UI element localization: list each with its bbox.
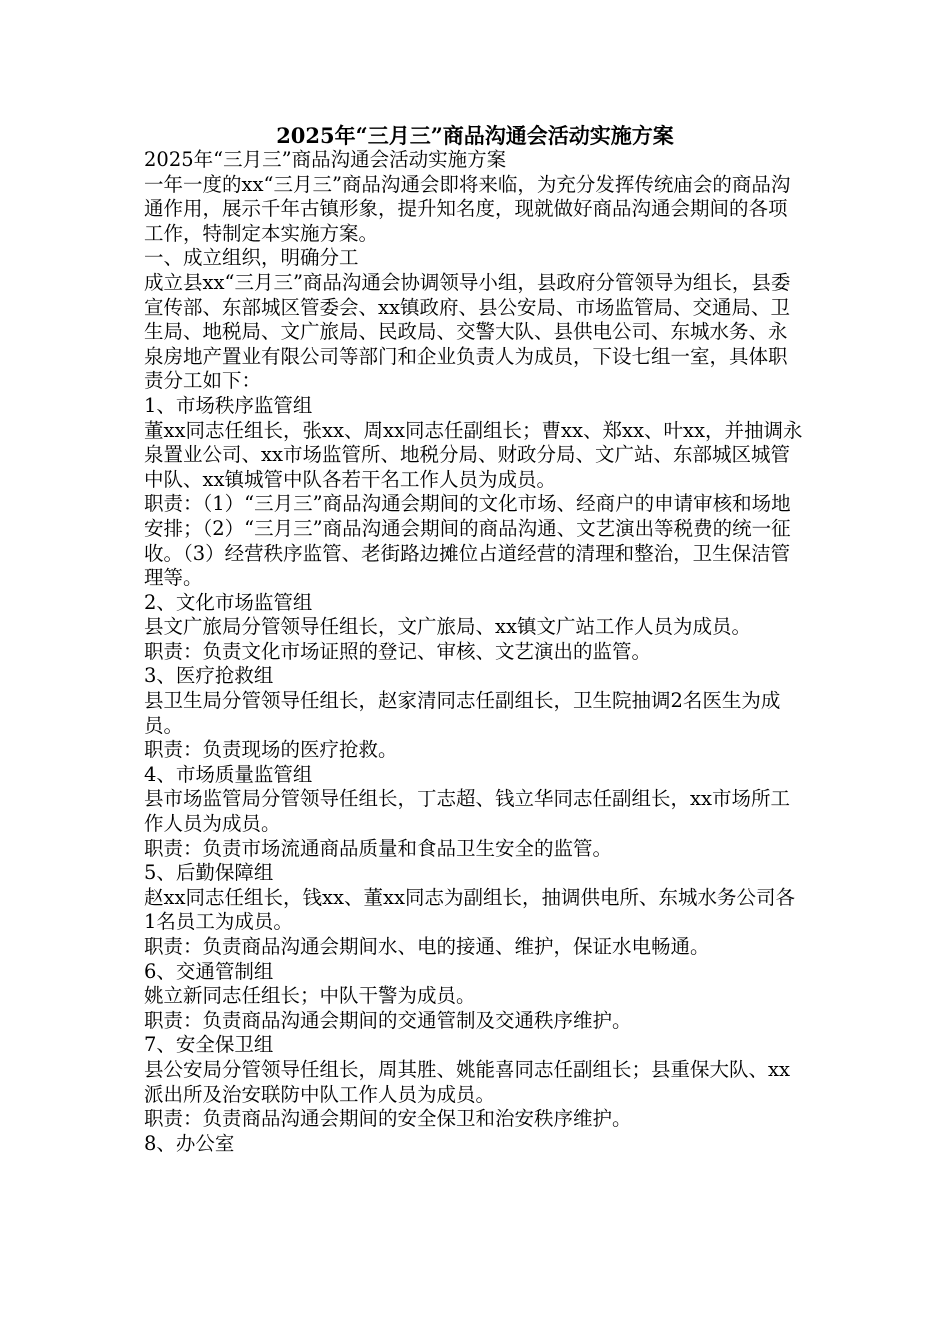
- paragraph: 董xx同志任组长，张xx、周xx同志任副组长；曹xx、郑xx、叶xx，并抽调永泉置业公司、xx市场监管所、地税分局、财政分局、文广站、东部城区城管中队、xx镇城管中队各若干名工作人员为成员。: [144, 418, 803, 491]
- subsection-heading: 4、市场质量监管组: [144, 762, 313, 786]
- paragraph: 县卫生局分管领导任组长，赵家清同志任副组长，卫生院抽调2名医生为成员。: [144, 689, 781, 737]
- section-heading: 一、成立组织，明确分工: [144, 246, 359, 270]
- paragraph: 赵xx同志任组长，钱xx、董xx同志为副组长，抽调供电所、东城水务公司各1名员工为成员。: [144, 885, 795, 934]
- paragraph: 职责：负责商品沟通会期间水、电的接通、维护，保证水电畅通。: [144, 935, 710, 958]
- paragraph: 成立县xx“三月三”商品沟通会协调领导小组，县政府分管领导为组长，县委宣传部、东部城区管委会、xx镇政府、县公安局、市场监管局、交通局、卫生局、地税局、文广旅局、民政局、交警大队、县供电公司、东城水务、永泉房地产置业有限公司等部门和企业负责人为成员，下设七组一室，具体职责分工如下：: [144, 270, 791, 393]
- paragraph: 职责：负责商品沟通会期间的安全保卫和治安秩序维护。: [144, 1107, 632, 1131]
- paragraph: 职责：负责市场流通商品质量和食品卫生安全的监管。: [144, 836, 613, 860]
- subsection-heading: 8、办公室: [144, 1131, 235, 1155]
- paragraph: 县文广旅局分管领导任组长，文广旅局、xx镇文广站工作人员为成员。: [144, 615, 751, 639]
- paragraph: 县公安局分管领导任组长，周其胜、姚能喜同志任副组长；县重保大队、xx派出所及治安联防中队工作人员为成员。: [144, 1057, 790, 1106]
- paragraph: 职责：负责商品沟通会期间的交通管制及交通秩序维护。: [144, 1008, 632, 1032]
- paragraph: 姚立新同志任组长；中队干警为成员。: [144, 984, 476, 1008]
- subsection-heading: 3、医疗抢救组: [144, 664, 274, 688]
- document-body: [144, 148, 804, 1156]
- paragraph: 职责：负责现场的医疗抢救。: [144, 738, 398, 762]
- paragraph: 县市场监管局分管领导任组长，丁志超、钱立华同志任副组长，xx市场所工作人员为成员。: [144, 787, 790, 836]
- paragraph: 一年一度的xx“三月三”商品沟通会即将来临，为充分发挥传统庙会的商品沟通作用，展示千年古镇形象，提升知名度，现就做好商品沟通会期间的各项工作，特制定本实施方案。: [144, 172, 791, 245]
- document-title: 2025年“三月三”商品沟通会活动实施方案: [276, 123, 674, 148]
- paragraph: 职责：负责文化市场证照的登记、审核、文艺演出的监管。: [144, 639, 652, 663]
- subsection-heading: 5、后勤保障组: [144, 861, 274, 885]
- paragraph: 职责：（1）“三月三”商品沟通会期间的文化市场、经商户的申请审核和场地安排；（2）“三月三”商品沟通会期间的商品沟通、文艺演出等税费的统一征收。（3）经营秩序监管、老街路边摊位占道经营的清理和整治，卫生保洁管理等。: [144, 492, 791, 590]
- subsection-heading: 2、文化市场监管组: [144, 590, 313, 614]
- subsection-heading: 1、市场秩序监管组: [144, 393, 313, 417]
- subsection-heading: 7、安全保卫组: [144, 1033, 274, 1057]
- subsection-heading: 6、交通管制组: [144, 959, 274, 983]
- paragraph: 2025年“三月三”商品沟通会活动实施方案: [144, 148, 507, 171]
